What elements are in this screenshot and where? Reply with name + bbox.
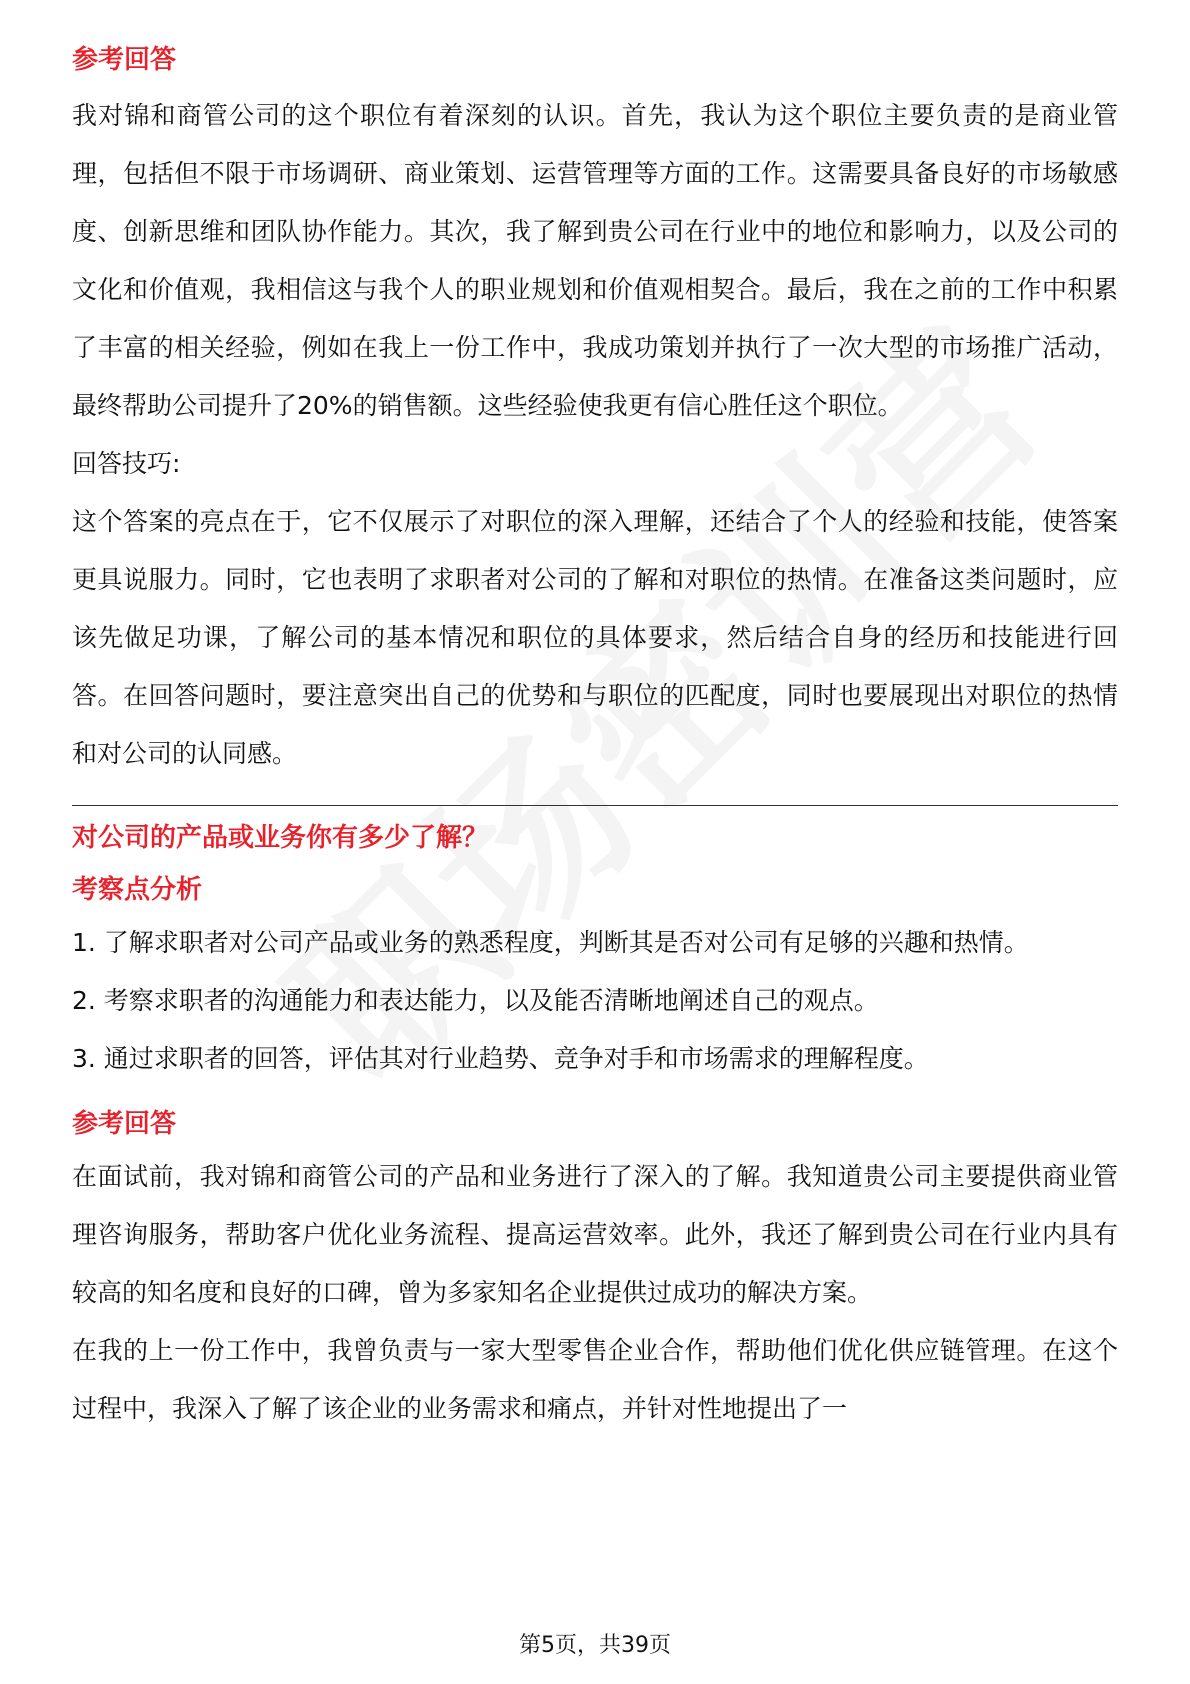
analysis-heading: 考察点分析 [72,875,203,905]
analysis-item-2: 2. 考察求职者的沟通能力和表达能力，以及能否清晰地阐述自己的观点。 [72,986,879,1015]
analysis-item-1: 1. 了解求职者对公司产品或业务的熟悉程度，判断其是否对公司有足够的兴趣和热情。 [72,928,1029,957]
reference-answer-heading: 参考回答 [72,45,177,75]
section-divider [72,805,1118,806]
answer-tips-text: 这个答案的亮点在于，它不仅展示了对职位的深入理解，还结合了个人的经验和技能，使答案更具说服力。同时，它也表明了求职者对公司的了解和对职位的热情。在准备这类问题时，应该先做足功课，了解公司的基本情况和职位的具体要求，然后结合自身的经历和技能进行回答。在回答问题时，要注意突出自己的优势和与职位的匹配度，同时也要展现出对职位的热情和对公司的认同感。 [72,507,1118,768]
interview-question: 对公司的产品或业务你有多少了解？ [72,823,489,853]
reference-answer-text: 我对锦和商管公司的这个职位有着深刻的认识。首先，我认为这个职位主要负责的是商业管理，包括但不限于市场调研、商业策划、运营管理等方面的工作。这需要具备良好的市场敏感度、创新思维和团队协作能力。其次，我了解到贵公司在行业中的地位和影响力，以及公司的文化和价值观，我相信这与我个人的职业规划和价值观相契合。最后，我在之前的工作中积累了丰富的相关经验，例如在我上一份工作中，我成功策划并执行了一次大型的市场推广活动，最终帮助公司提升了20%的销售额。这些经验使我更有信心胜任这个职位。 [72,101,1118,420]
analysis-list [72,914,1118,1088]
reference-answer-text-2a: 在面试前，我对锦和商管公司的产品和业务进行了深入的了解。我知道贵公司主要提供商业管理咨询服务，帮助客户优化业务流程、提高运营效率。此外，我还了解到贵公司在行业内具有较高的知名度和良好的口碑，曾为多家知名企业提供过成功的解决方案。 [72,1162,1118,1307]
answer-tips-label: 回答技巧: [72,449,181,478]
reference-answer-text-2b: 在我的上一份工作中，我曾负责与一家大型零售企业合作，帮助他们优化供应链管理。在这个过程中，我深入了解了该企业的业务需求和痛点，并针对性地提出了一 [72,1336,1118,1423]
reference-answer-heading-2: 参考回答 [72,1109,177,1139]
page-number: 第5页，共39页 [519,1633,671,1658]
analysis-item-3: 3. 通过求职者的回答，评估其对行业趋势、竞争对手和市场需求的理解程度。 [72,1044,929,1073]
document-page [72,40,1118,1438]
